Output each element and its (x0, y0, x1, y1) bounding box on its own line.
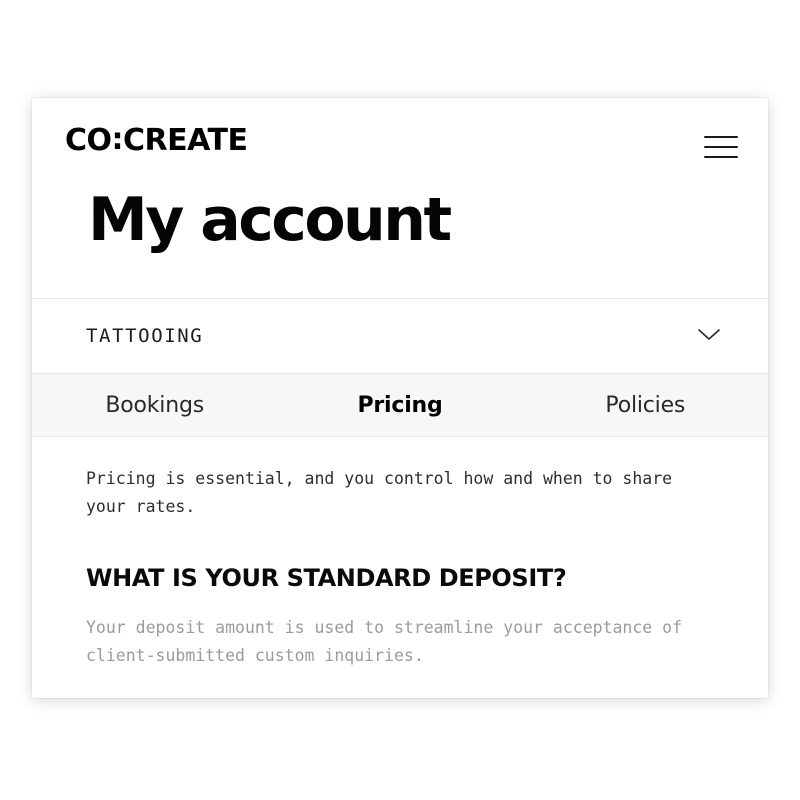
section-selector-label: TATTOOING (86, 325, 204, 347)
pricing-intro-text: Pricing is essential, and you control how and when to share your rates. (86, 469, 673, 517)
chevron-down-icon[interactable] (698, 329, 720, 341)
menu-bar-2 (704, 146, 738, 148)
brand-name-part2: CREATE (123, 123, 248, 158)
menu-bar-1 (704, 136, 738, 138)
page-title: My account (88, 185, 450, 255)
brand-name-part1: CO (65, 123, 112, 158)
hamburger-menu-icon[interactable] (704, 136, 738, 162)
tab-bookings[interactable]: Bookings (105, 392, 204, 418)
brand-colon: : (111, 122, 124, 157)
tab-content-pricing (32, 437, 768, 670)
tab-policies[interactable]: Policies (605, 392, 686, 418)
section-selector[interactable] (32, 299, 768, 374)
menu-bar-3 (704, 156, 738, 158)
app-header (32, 98, 768, 299)
account-card (32, 98, 768, 698)
tab-bar (32, 374, 768, 437)
standard-deposit-heading: WHAT IS YOUR STANDARD DEPOSIT? (86, 563, 567, 592)
tab-pricing[interactable]: Pricing (357, 392, 443, 418)
standard-deposit-description: Your deposit amount is used to streamline your acceptance of client-submitted custom inquiries. (86, 617, 683, 665)
brand-logo[interactable] (65, 122, 248, 158)
